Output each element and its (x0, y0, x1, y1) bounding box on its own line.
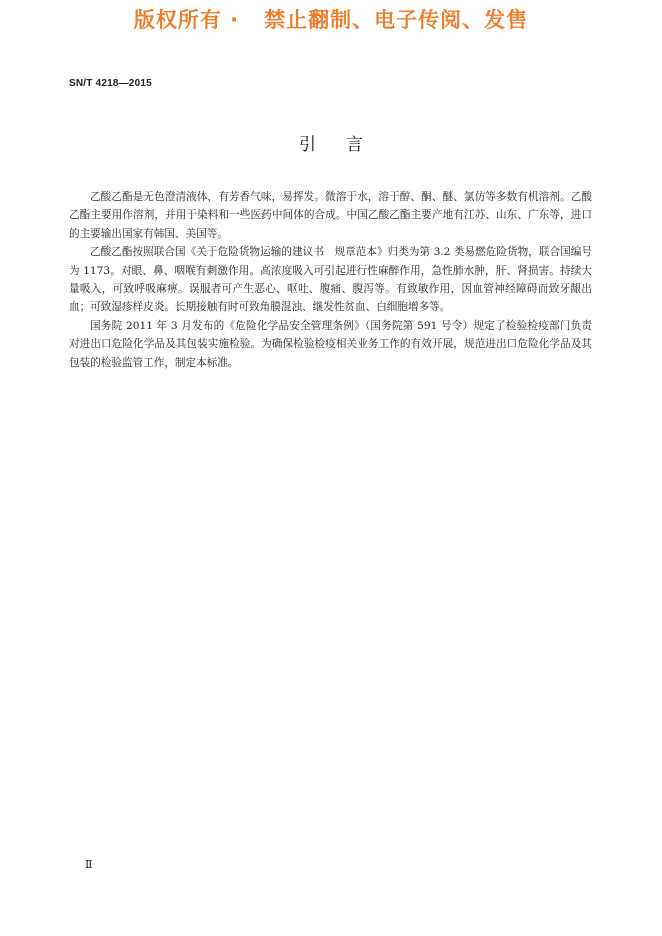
paragraph: 乙酸乙酯是无色澄清液体，有芳香气味，易挥发。微溶于水，溶于醇、酮、醚、氯仿等多数有机溶剂。乙酸乙酯主要用作溶剂，并用于染料和一些医药中间体的合成。中国乙酸乙酯主要产地有江苏、山东、广东等，进口的主要输出国家有韩国、美国等。 (69, 191, 592, 240)
section-title: 引言 (299, 135, 393, 155)
paragraph: 乙酸乙酯按照联合国《关于危险货物运输的建议书 规章范本》归类为第 3.2 类易燃危险货物，联合国编号为 1173。对眼、鼻、咽喉有刺激作用。高浓度吸入可引起进行性麻醉作用，急性肺水肿，肝、肾损害。持续大量吸入，可致呼吸麻痹。误服者可产生恶心、呕吐、腹痛、腹泻等。有致敏作用，因血管神经障碍而致牙龈出血；可致湿疹样皮炎。长期接触有时可致角膜混浊、继发性贫血、白细胞增多等。 (69, 246, 592, 314)
page-number: Ⅱ (85, 858, 93, 871)
standard-code: SN/T 4218—2015 (69, 78, 152, 89)
copyright-banner: 版权所有 · 禁止翻制、电子传阅、发售 (133, 8, 529, 32)
paragraph: 国务院 2011 年 3 月发布的《危险化学品安全管理条例》（国务院第 591 号令）规定了检验检疫部门负责对进出口危险化学品及其包装实施检验。为确保检验检疫相关业务工作的有效开展，规范进出口危险化学品及其包装的检验监管工作，制定本标准。 (69, 319, 592, 369)
body-text (69, 188, 592, 372)
